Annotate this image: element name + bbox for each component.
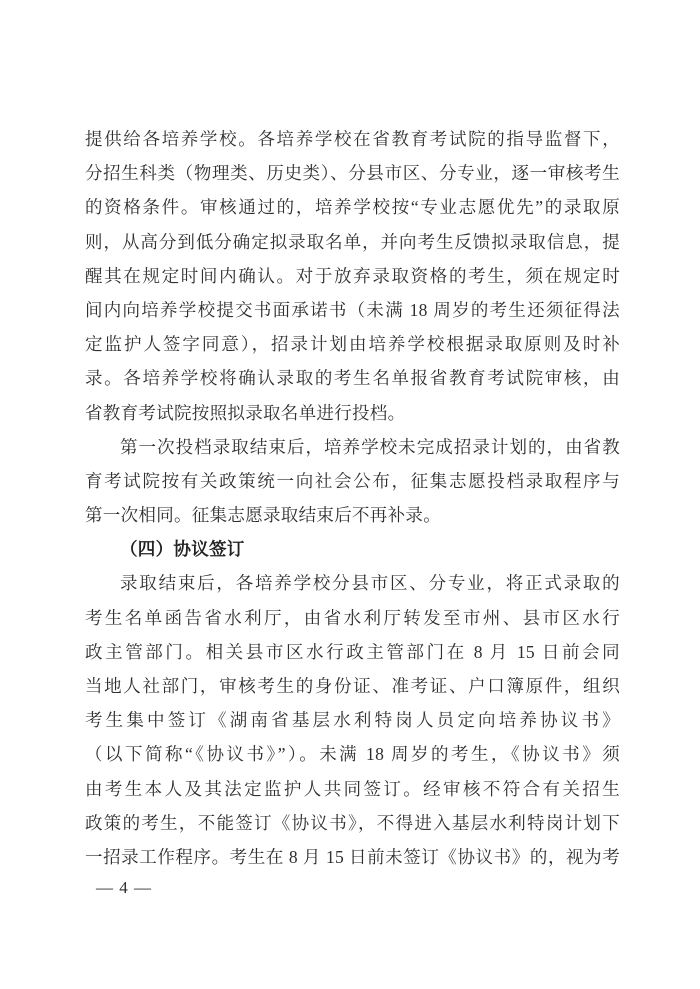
text-block bbox=[85, 122, 620, 874]
text-line: 醒其在规定时间内确认。对于放弃录取资格的考生，须在规定时 bbox=[85, 265, 620, 286]
text-line: 提供给各培养学校。各培养学校在省教育考试院的指导监督下， bbox=[85, 129, 620, 149]
text-line: 育考试院按有关政策统一向社会公布，征集志愿投档录取程序与 bbox=[85, 470, 620, 491]
text-line: 的资格条件。审核通过的，培养学校按“专业志愿优先”的录取原 bbox=[85, 197, 620, 218]
text-line: 第一次相同。征集志愿录取结束后不再补录。 bbox=[85, 505, 441, 526]
text-line: 分招生科类（物理类、历史类）、分县市区、分专业，逐一审核考生 bbox=[85, 163, 620, 184]
text-line: 省教育考试院按照拟录取名单进行投档。 bbox=[85, 402, 406, 423]
text-line: 考生集中签订《湖南省基层水利特岗人员定向培养协议书》 bbox=[85, 710, 620, 731]
text-line: 考生名单函告省水利厅，由省水利厅转发至市州、县市区水行 bbox=[85, 607, 620, 628]
text-line: （以下简称“《协议书》”）。未满 18 周岁的考生，《协议书》须 bbox=[85, 744, 620, 765]
text-line: 录。各培养学校将确认录取的考生名单报省教育考试院审核，由 bbox=[85, 368, 620, 389]
text-line: 当地人社部门，审核考生的身份证、准考证、户口簿原件，组织 bbox=[85, 676, 620, 696]
text-line: 第一次投档录取结束后，培养学校未完成招录计划的，由省教 bbox=[120, 436, 620, 457]
text-line: 间内向培养学校提交书面承诺书（未满 18 周岁的考生还须征得法 bbox=[85, 299, 620, 320]
text-line: 一招录工作程序。考生在 8 月 15 日前未签订《协议书》的，视为考 bbox=[85, 846, 620, 867]
text-line: 政策的考生，不能签订《协议书》，不得进入基层水利特岗计划下 bbox=[85, 812, 620, 833]
text-line: 录取结束后，各培养学校分县市区、分专业，将正式录取的 bbox=[120, 573, 620, 594]
section-heading: （四）协议签订 bbox=[120, 539, 245, 560]
text-line: 定监护人签字同意），招录计划由培养学校根据录取原则及时补 bbox=[85, 334, 620, 355]
text-line: 政主管部门。相关县市区水行政主管部门在 8 月 15 日前会同 bbox=[85, 641, 620, 662]
text-line: 则，从高分到低分确定拟录取名单，并向考生反馈拟录取信息，提 bbox=[85, 231, 620, 252]
page-number: — 4 — bbox=[96, 878, 152, 897]
text-line: 由考生本人及其法定监护人共同签订。经审核不符合有关招生 bbox=[85, 778, 620, 799]
